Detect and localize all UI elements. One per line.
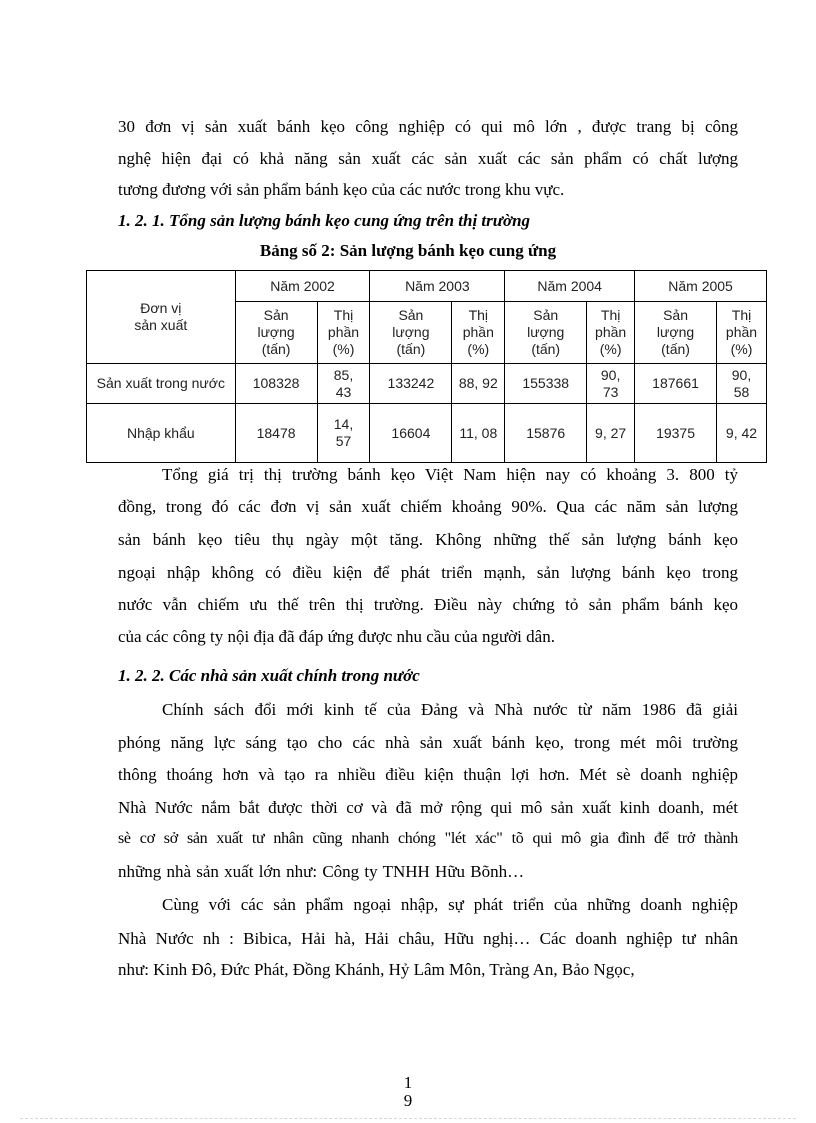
table-row-domestic [87,364,767,404]
text-line: sè cơ sở sản xuất tư nhân cũng nhanh chóng "lét xác" tõ qui mô gia đình để trở thành [118,830,738,847]
unit-header-line: sản xuất [134,317,188,333]
table-cell: 9, 27 [587,404,635,463]
table-cell: 18478 [235,404,317,463]
text-line: Nhà Nước nh : Bibica, Hải hà, Hải châu, Hữu nghị… Các doanh nghiệp tư nhân [118,929,738,948]
text-line: Chính sách đổi mới kinh tế của Đảng và Nhà nước từ năm 1986 đã giải [162,700,738,719]
section-heading-1-2-2: 1. 2. 2. Các nhà sản xuất chính trong nước [118,666,420,685]
text-line: tương đương với sản phẩm bánh kẹo của các nước trong khu vực. [118,180,565,199]
share-subheader-cell: Thị phần (%) [587,302,635,364]
table-cell: 16604 [370,404,452,463]
text-line: nước vẫn chiếm ưu thế trên thị trường. Điều này chứng tỏ sản phẩm bánh kẹo [118,595,738,614]
text-line: Nhà Nước nắm bắt được thời cơ và đã mở rộng qui mô sản xuất kinh doanh, mét [118,798,738,817]
text-line: những nhà sản xuất lớn như: Công ty TNHH Hữu Bõnh… [118,862,525,881]
section-heading-1-2-1: 1. 2. 1. Tổng sản lượng bánh kẹo cung ứng trên thị trường [118,211,531,230]
year-header-cell: Năm 2004 [505,271,635,302]
output-subheader-cell: Sản lượng (tấn) [635,302,717,364]
row-label-cell: Nhập khẩu [87,404,236,463]
page-number-line: 9 [403,1091,413,1110]
year-header-cell: Năm 2003 [370,271,505,302]
output-subheader-cell: Sản lượng (tấn) [235,302,317,364]
text-line: Cùng với các sản phẩm ngoại nhập, sự phát triển của những doanh nghiệp [162,895,738,914]
table-cell: 155338 [505,364,587,404]
text-line: ngoại nhập không có điều kiện để phát triển mạnh, sản lượng bánh kẹo trong [118,563,738,582]
page-footer-divider [20,1118,796,1119]
text-line: sản bánh kẹo tiêu thụ ngày một tăng. Không những thế sản lượng bánh kẹo [118,530,738,549]
table-cell: 15876 [505,404,587,463]
table-cell: 108328 [235,364,317,404]
table-cell: 90, 58 [716,364,766,404]
unit-header-line: Đơn vị [140,300,182,316]
table-cell: 14, 57 [317,404,370,463]
page-number-line: 1 [403,1073,413,1092]
table-cell: 85, 43 [317,364,370,404]
table-cell: 19375 [635,404,717,463]
table-caption: Bảng số 2: Sản lượng bánh kẹo cung ứng [259,241,557,260]
year-header-cell: Năm 2002 [235,271,370,302]
table-cell: 133242 [370,364,452,404]
text-line: đồng, trong đó các đơn vị sản xuất chiếm khoảng 90%. Qua các năm sản lượng [118,497,738,516]
text-line: như: Kinh Đô, Đức Phát, Đồng Khánh, Hỷ Lâm Môn, Tràng An, Bảo Ngọc, [118,960,635,979]
text-line: Tổng giá trị thị trường bánh kẹo Việt Nam hiện nay có khoảng 3. 800 tỷ [162,465,738,484]
row-label-cell: Sản xuất trong nước [87,364,236,404]
share-subheader-cell: Thị phần (%) [716,302,766,364]
production-table [86,270,767,463]
table-cell: 9, 42 [716,404,766,463]
share-subheader-cell: Thị phần (%) [317,302,370,364]
text-line: của các công ty nội địa đã đáp ứng được nhu cầu của người dân. [118,627,555,646]
table-row-import [87,404,767,463]
output-subheader-cell: Sản lượng (tấn) [505,302,587,364]
table-header-row [87,271,767,302]
table-cell: 90, 73 [587,364,635,404]
year-header-cell: Năm 2005 [635,271,767,302]
table-cell: 88, 92 [452,364,505,404]
text-line: nghệ hiện đại có khả năng sản xuất các sản xuất các sản phẩm có chất lượng [118,149,738,168]
table-cell: 11, 08 [452,404,505,463]
output-subheader-cell: Sản lượng (tấn) [370,302,452,364]
table-cell: 187661 [635,364,717,404]
text-line: 30 đơn vị sản xuất bánh kẹo công nghiệp có qui mô lớn , được trang bị công [118,117,738,136]
share-subheader-cell: Thị phần (%) [452,302,505,364]
text-line: phóng năng lực sáng tạo cho các nhà sản xuất bánh kẹo, trong mét môi trường [118,733,738,752]
text-line: thông thoáng hơn và tạo ra nhiều điều kiện thuận lợi hơn. Mét sè doanh nghiệp [118,765,738,784]
unit-header-cell [87,271,236,364]
